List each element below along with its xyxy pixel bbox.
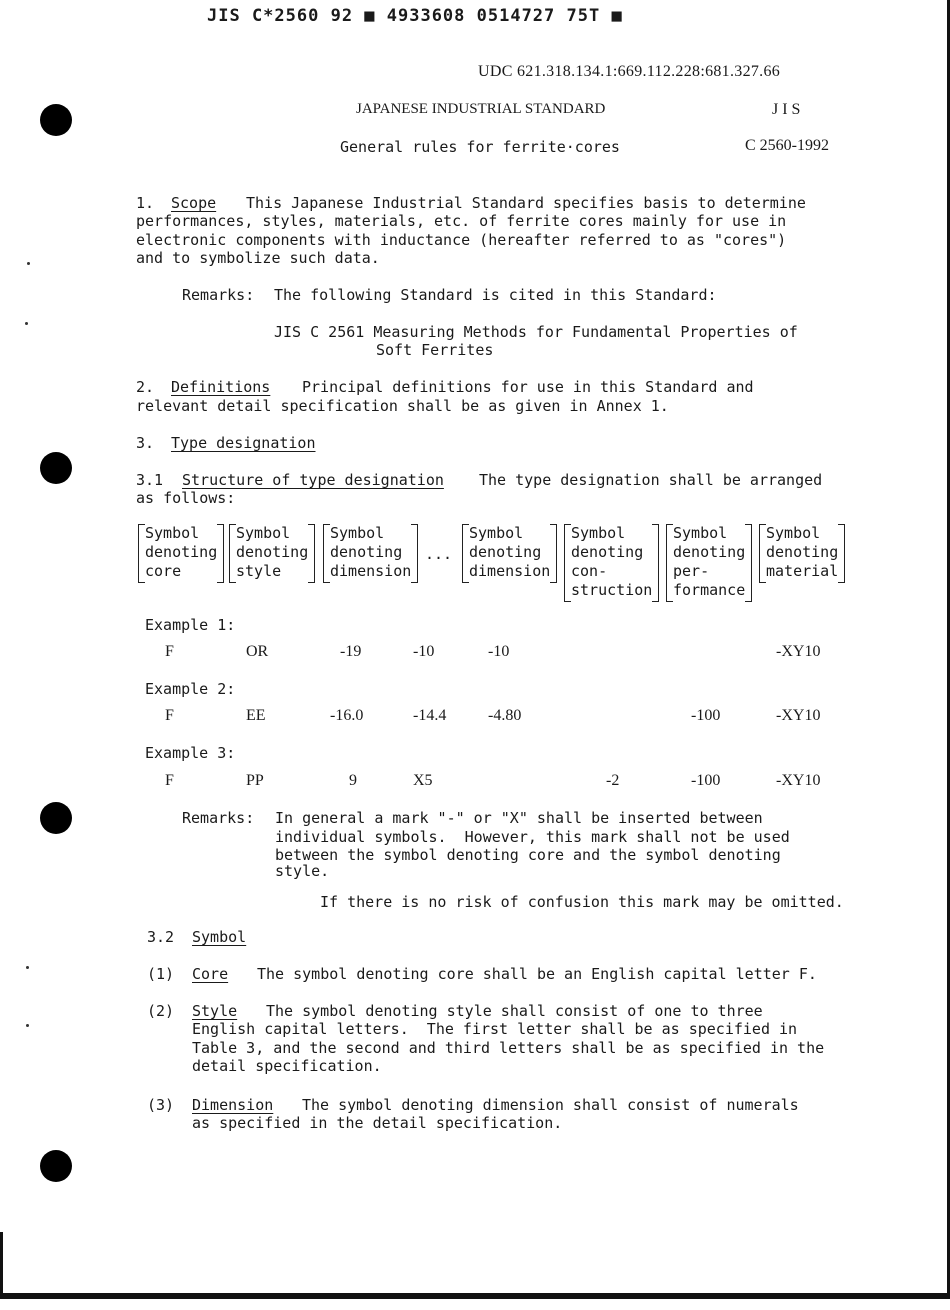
udc-number: UDC 621.318.134.1:669.112.228:681.327.66 [478, 63, 781, 80]
item3-heading: Dimension [192, 1096, 274, 1114]
designation-box-core: Symbol denoting core [145, 524, 217, 581]
example-3-performance: -100 [691, 772, 721, 789]
example-3-label: Example 3: [145, 744, 236, 762]
scan-border-left [0, 1232, 3, 1296]
item3-line1: The symbol denoting dimension shall consist of numerals [302, 1096, 799, 1114]
example-3-construction: -2 [606, 772, 620, 789]
scan-border-bottom [0, 1293, 950, 1299]
item1-num: (1) [147, 965, 175, 983]
jis-mark: J I S [772, 101, 801, 118]
scan-speck [25, 322, 28, 325]
example-1-style: OR [246, 643, 269, 660]
item2-num: (2) [147, 1002, 175, 1020]
binder-hole-3 [40, 802, 72, 834]
header-code: JIS C*2560 92 ■ 4933608 0514727 75T ■ [207, 6, 623, 26]
document-number: C 2560-1992 [745, 137, 829, 154]
example-2-material: -XY10 [776, 707, 821, 724]
s1-line3: electronic components with inductance (hereafter referred to as "cores") [136, 231, 787, 249]
item3-num: (3) [147, 1096, 175, 1114]
example-3-dim2: X5 [413, 772, 433, 789]
s1-remarks-label: Remarks: [182, 286, 255, 304]
s31-line1: The type designation shall be arranged [479, 471, 823, 489]
example-3-material: -XY10 [776, 772, 821, 789]
s32-num: 3.2 [147, 928, 175, 946]
s2-line2: relevant detail specification shall be as given in Annex 1. [136, 397, 669, 415]
s1-heading: Scope [171, 194, 217, 212]
s31-num: 3.1 [136, 471, 164, 489]
example-1-dim2: -10 [413, 643, 435, 660]
designation-ellipsis: ... [425, 545, 453, 563]
example-2-label: Example 2: [145, 680, 236, 698]
s31-heading: Structure of type designation [182, 471, 444, 489]
example-2-style: EE [246, 707, 266, 724]
example-3-dim1: 9 [349, 772, 357, 789]
s1-cited-line2: Soft Ferrites [376, 341, 494, 359]
document-title: General rules for ferrite·cores [340, 138, 620, 156]
designation-box-style: Symbol denoting style [236, 524, 308, 581]
remarks2-line5: If there is no risk of confusion this mark may be omitted. [320, 893, 844, 911]
example-1-core: F [165, 643, 174, 660]
s3-heading: Type designation [171, 434, 316, 452]
scan-speck [27, 262, 30, 265]
s1-line1: This Japanese Industrial Standard specifies basis to determine [246, 194, 806, 212]
item1-heading: Core [192, 965, 229, 983]
item2-line3: Table 3, and the second and third letters shall be as specified in the [192, 1039, 825, 1057]
example-1-label: Example 1: [145, 616, 236, 634]
binder-hole-4 [40, 1150, 72, 1182]
binder-hole-1 [40, 104, 72, 136]
item2-line2: English capital letters. The first letter shall be as specified in [192, 1020, 798, 1038]
designation-box-construction: Symbol denoting con- struction [571, 524, 652, 600]
example-3-style: PP [246, 772, 264, 789]
s3-num: 3. [136, 434, 155, 452]
designation-box-dimension-2: Symbol denoting dimension [469, 524, 550, 581]
example-3-core: F [165, 772, 174, 789]
s1-line4: and to symbolize such data. [136, 249, 380, 267]
s31-line2: as follows: [136, 489, 236, 507]
example-2-performance: -100 [691, 707, 721, 724]
example-2-core: F [165, 707, 174, 724]
remarks2-line3: between the symbol denoting core and the symbol denoting [275, 846, 781, 864]
s2-num: 2. [136, 378, 155, 396]
example-1-dim3: -10 [488, 643, 510, 660]
standard-title: JAPANESE INDUSTRIAL STANDARD [356, 101, 606, 117]
s2-line1: Principal definitions for use in this Standard and [302, 378, 754, 396]
designation-box-dimension-1: Symbol denoting dimension [330, 524, 411, 581]
remarks2-label: Remarks: [182, 809, 255, 827]
s32-heading: Symbol [192, 928, 247, 946]
scan-speck [26, 1024, 29, 1027]
example-1-dim1: -19 [340, 643, 362, 660]
example-2-dim1: -16.0 [330, 707, 364, 724]
remarks2-line4: style. [275, 862, 330, 880]
s1-num: 1. [136, 194, 155, 212]
s1-line2: performances, styles, materials, etc. of ferrite cores mainly for use in [136, 212, 787, 230]
item3-line2: as specified in the detail specification. [192, 1114, 563, 1132]
scan-speck [26, 966, 29, 969]
item2-line1: The symbol denoting style shall consist of one to three [266, 1002, 763, 1020]
binder-hole-2 [40, 452, 72, 484]
designation-box-performance: Symbol denoting per- formance [673, 524, 745, 600]
s1-remarks-text: The following Standard is cited in this Standard: [274, 286, 717, 304]
s1-cited-line1: JIS C 2561 Measuring Methods for Fundamental Properties of [274, 323, 798, 341]
designation-box-material: Symbol denoting material [766, 524, 838, 581]
item2-heading: Style [192, 1002, 238, 1020]
remarks2-line2: individual symbols. However, this mark shall not be used [275, 828, 790, 846]
remarks2-line1: In general a mark "-" or "X" shall be inserted between [275, 809, 763, 827]
item2-line4: detail specification. [192, 1057, 382, 1075]
s2-heading: Definitions [171, 378, 271, 396]
example-1-material: -XY10 [776, 643, 821, 660]
example-2-dim2: -14.4 [413, 707, 447, 724]
item1-text: The symbol denoting core shall be an English capital letter F. [257, 965, 817, 983]
example-2-dim3: -4.80 [488, 707, 522, 724]
